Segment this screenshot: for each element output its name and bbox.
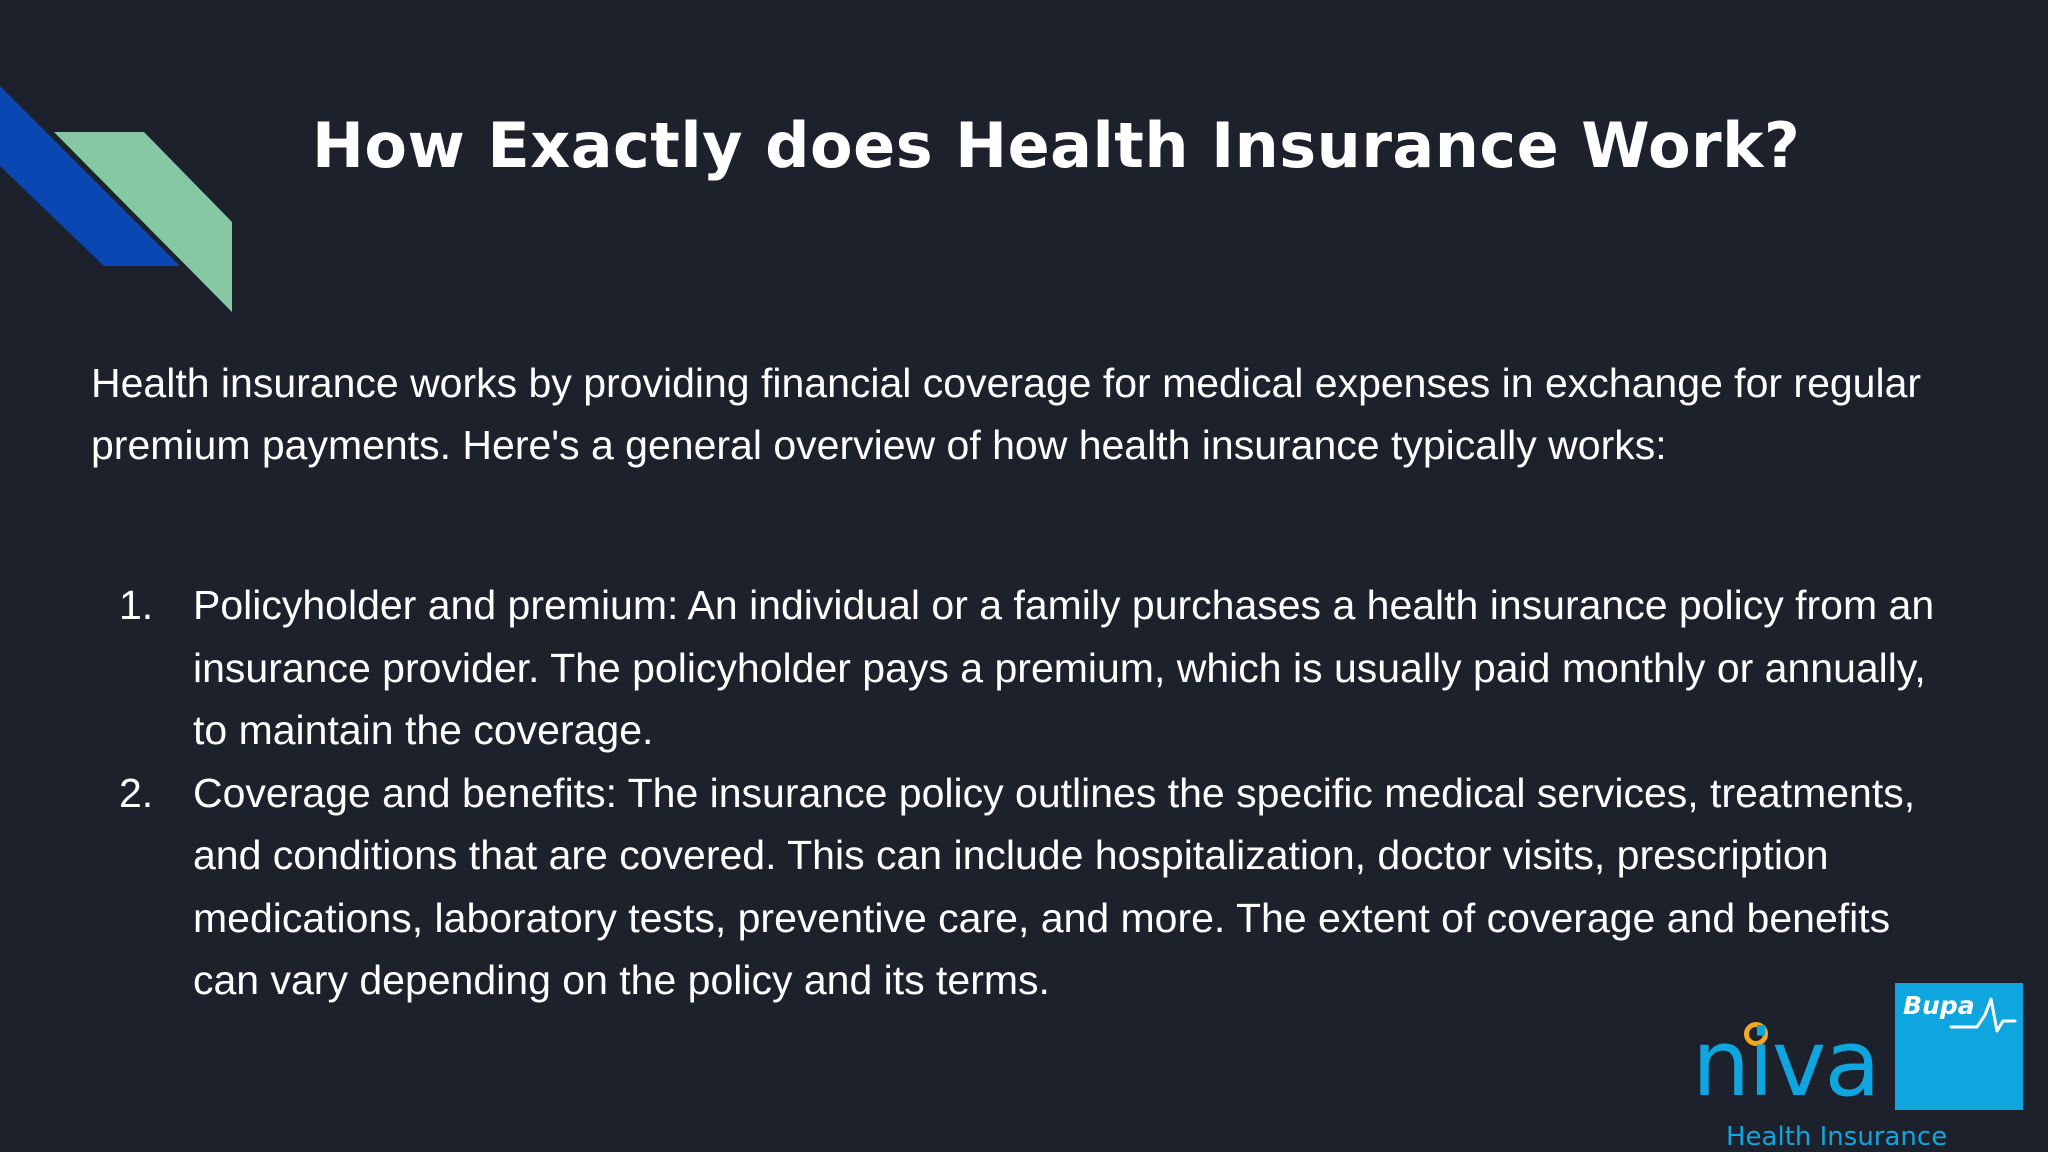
bupa-badge [1895, 983, 2023, 1110]
list-item [91, 762, 1951, 1012]
bupa-wordmark: Bupa [1903, 991, 1975, 1020]
step-number: 1. [119, 582, 154, 628]
step-text: Policyholder and premium: An individual or a family purchases a health insurance policy from an insurance provider. The policyholder pays a premium, which is usually paid monthly or annually, to maintain the coverage. [193, 582, 1935, 753]
step-number: 2. [119, 769, 154, 816]
steps-list [91, 574, 1951, 1012]
niva-bupa-logo [1686, 982, 2026, 1152]
heartbeat-icon [1947, 989, 2019, 1039]
logo-tagline: Health Insurance [1726, 1122, 1948, 1152]
list-item [91, 574, 1951, 762]
niva-wordmark: niva [1692, 1010, 1879, 1117]
intro-paragraph: Health insurance works by providing financial coverage for medical expenses in exchange for regular premium payments. Here's a general overview of how health insurance typically works: [91, 360, 1922, 468]
corner-stripes-decoration [0, 0, 260, 330]
slide-title: How Exactly does Health Insurance Work? [312, 109, 1801, 182]
step-text: Coverage and benefits: The insurance policy outlines the specific medical services, treatments, and conditions that are covered. This can include hospitalization, doctor visits, prescription medications, laboratory tests, preventive care, and more. The extent of coverage and benefits can vary depending on the policy and its terms. [193, 769, 1916, 1003]
